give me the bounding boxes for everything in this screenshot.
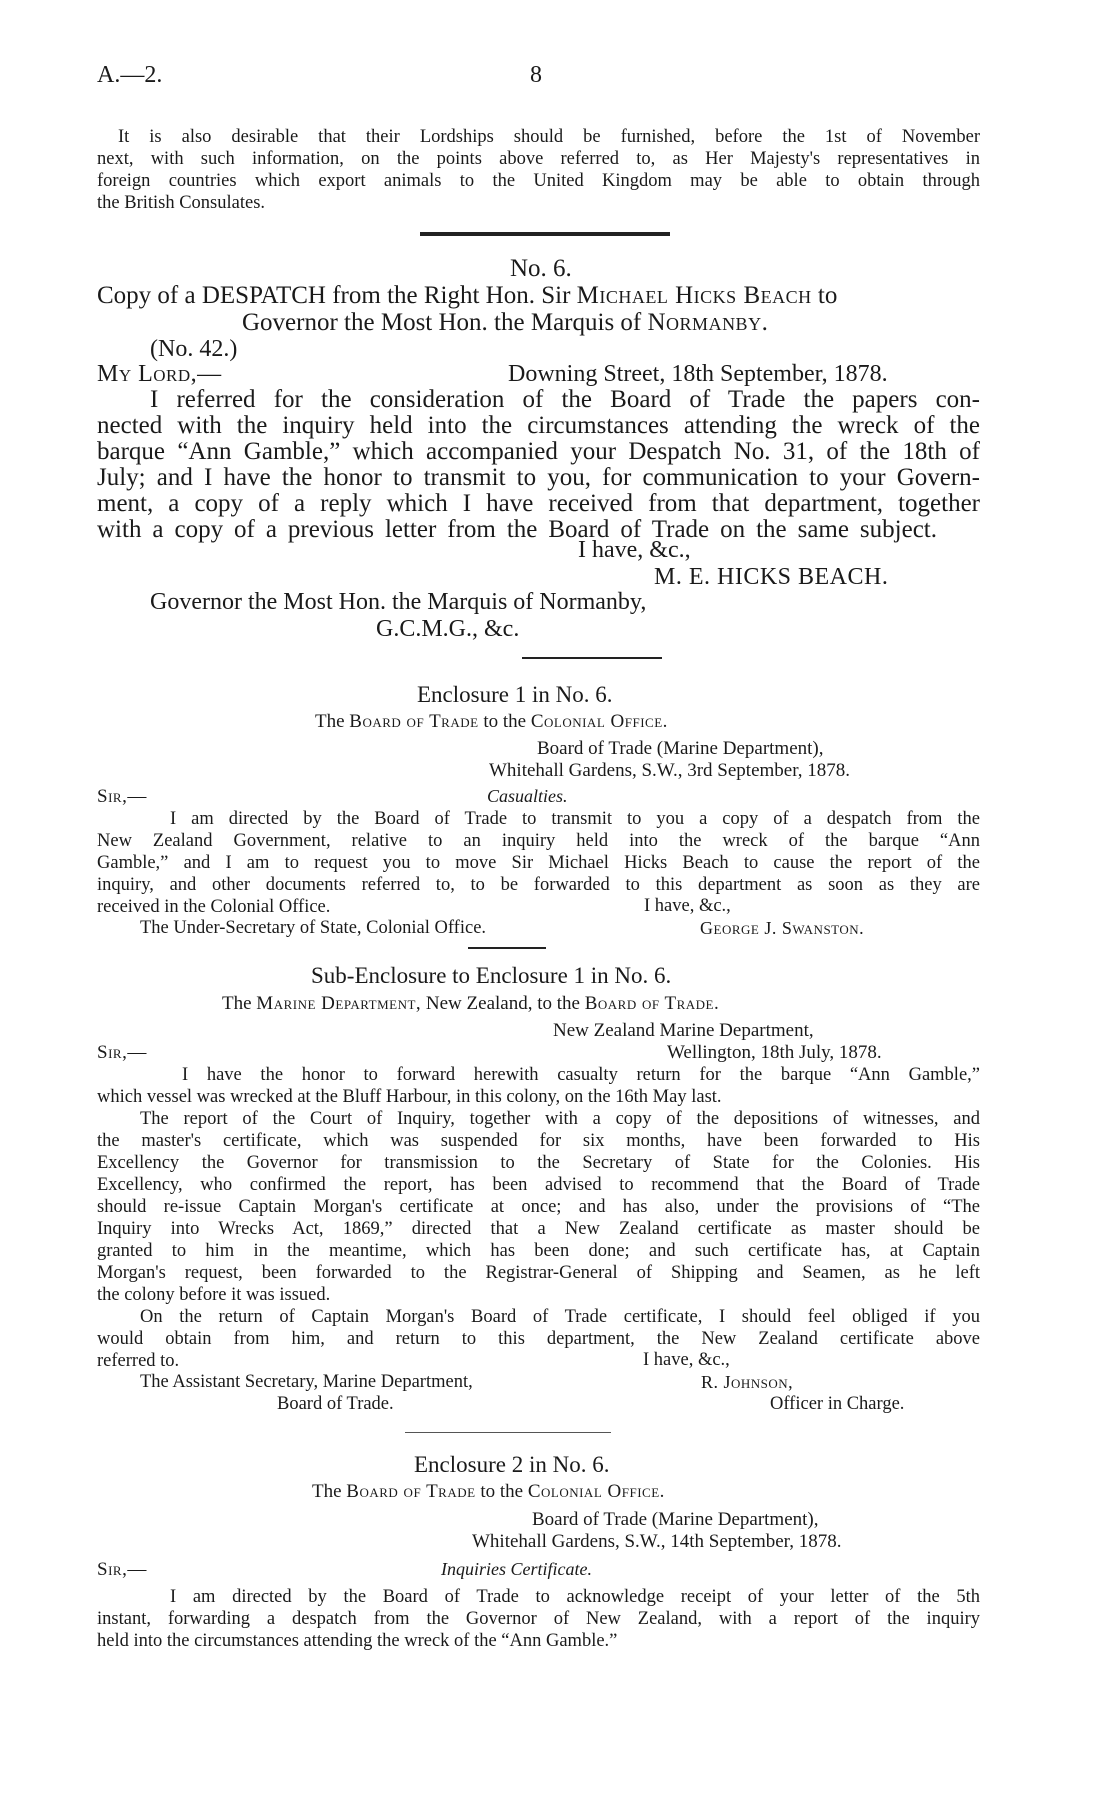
despatch-title2-pre: Governor the Most Hon. the Marquis of	[242, 309, 648, 336]
subenclosure-para3-line: On the return of Captain Morgan's Board of Trade certificate, I should feel obliged if you	[140, 1307, 980, 1327]
section-divider	[522, 657, 662, 659]
subenclosure-para2-line: the master's certificate, which was suspended for six months, have been forwarded to His	[97, 1131, 980, 1151]
enclosure1-address-line2: Whitehall Gardens, S.W., 3rd September, 1878.	[489, 760, 851, 781]
despatch-closing: I have, &c.,	[578, 537, 691, 563]
enc1-sub-pre: The	[315, 711, 350, 732]
page-ref: A.—2.	[97, 62, 163, 88]
enclosure1-addressee: The Under-Secretary of State, Colonial Office.	[140, 918, 487, 938]
enclosure1-salutation: Sir,—	[97, 786, 147, 807]
subenclosure-para2-line: granted to him in the meantime, which has been done; and such certificate has, at Captain	[97, 1241, 980, 1261]
despatch-addressee-line2: G.C.M.G., &c.	[376, 616, 520, 642]
enc2-sub-pre: The	[312, 1481, 347, 1502]
enclosure2-body-line: I am directed by the Board of Trade to acknowledge receipt of your letter of the 5th	[170, 1587, 980, 1607]
subenclosure-para1-line: which vessel was wrecked at the Bluff Harbour, in this colony, on the 16th May last.	[97, 1087, 722, 1107]
enc1-sender: Board of Trade	[349, 711, 479, 732]
despatch-number: No. 6.	[510, 255, 572, 282]
subenclosure-para2-line: Excellency, who confirmed the report, has been advised to recommend that the Board of Trade	[97, 1175, 980, 1195]
sub-sub-mid: New Zealand, to the	[421, 993, 585, 1014]
enc1-sub-mid: to the	[478, 711, 531, 732]
enc2-recipient: Colonial Office.	[527, 1481, 665, 1502]
despatch-sender: Michael Hicks Beach	[576, 282, 812, 309]
enclosure1-body-line: New Zealand Government, relative to an inquiry held into the wreck of the barque “Ann	[97, 831, 980, 851]
enclosure2-salutation: Sir,—	[97, 1559, 147, 1580]
despatch-title-line1	[97, 282, 837, 310]
despatch-addressee-line1: Governor the Most Hon. the Marquis of Normanby,	[150, 589, 647, 615]
section-divider	[420, 232, 670, 236]
subenclosure-addressee-line1: The Assistant Secretary, Marine Department,	[140, 1372, 473, 1392]
despatch-body-line: barque “Ann Gamble,” which accompanied your Despatch No. 31, of the 18th of	[97, 438, 980, 465]
enclosure1-subheading	[315, 711, 668, 733]
enc2-sub-mid: to the	[475, 1481, 528, 1502]
subenclosure-para2-line: Inquiry into Wrecks Act, 1869,” directed that a New Zealand certificate as master should be	[97, 1219, 980, 1239]
enclosure1-address-line1: Board of Trade (Marine Department),	[537, 738, 824, 759]
despatch-salutation: My Lord,—	[97, 361, 222, 387]
despatch-title-post: to	[811, 282, 838, 309]
subenclosure-heading: Sub-Enclosure to Enclosure 1 in No. 6.	[311, 963, 672, 988]
despatch-body-line: July; and I have the honor to transmit to you, for communication to your Govern-	[97, 464, 980, 491]
enc2-sender: Board of Trade	[346, 1481, 476, 1502]
enclosure1-signature: George J. Swanston.	[700, 918, 865, 938]
subenclosure-para2-line: Morgan's request, been forwarded to the Registrar-General of Shipping and Seamen, as he left	[97, 1263, 980, 1283]
enclosure2-address-line2: Whitehall Gardens, S.W., 14th September, 1878.	[472, 1531, 842, 1552]
sub-sub-pre: The	[222, 993, 257, 1014]
enclosure2-subheading	[312, 1481, 665, 1503]
subenclosure-signature: R. Johnson,	[701, 1372, 794, 1392]
subenclosure-para2-line: The report of the Court of Inquiry, together with a copy of the depositions of witnesses, and	[140, 1109, 980, 1129]
enc1-recipient: Colonial Office.	[530, 711, 668, 732]
despatch-place-date: Downing Street, 18th September, 1878.	[508, 361, 888, 387]
despatch-recipient: Normanby.	[647, 309, 769, 336]
despatch-body-line: nected with the inquiry held into the circumstances attending the wreck of the	[97, 412, 980, 439]
enclosure2-body-line: held into the circumstances attending the wreck of the “Ann Gamble.”	[97, 1631, 618, 1651]
despatch-title-pre: Copy of a DESPATCH from the Right Hon. Sir	[97, 282, 577, 309]
subenclosure-salutation: Sir,—	[97, 1042, 147, 1063]
despatch-signature: M. E. HICKS BEACH.	[654, 564, 889, 590]
section-divider	[468, 947, 546, 949]
subenclosure-addressee-line2: Board of Trade.	[277, 1394, 394, 1414]
intro-line: next, with such information, on the points above referred to, as Her Majesty's representatives in	[97, 149, 980, 169]
subenclosure-para2-line: Excellency the Governor for transmission to the Secretary of State for the Colonies. His	[97, 1153, 980, 1173]
enclosure1-closing: I have, &c.,	[644, 896, 731, 916]
enclosure1-body-line: received in the Colonial Office.	[97, 897, 331, 917]
enclosure2-heading: Enclosure 2 in No. 6.	[414, 1452, 610, 1477]
section-divider	[405, 1432, 611, 1433]
despatch-ref-no: (No. 42.)	[150, 336, 238, 362]
subenclosure-para1-line: I have the honor to forward herewith casualty return for the barque “Ann Gamble,”	[182, 1065, 980, 1085]
subenclosure-subheading	[222, 993, 719, 1015]
enclosure1-body-line: Gamble,” and I am to request you to move Sir Michael Hicks Beach to cause the report of the	[97, 853, 980, 873]
subenclosure-address-line2: Wellington, 18th July, 1878.	[667, 1042, 882, 1063]
enclosure2-subject: Inquiries Certificate.	[441, 1559, 592, 1579]
sub-recipient: Board of Trade.	[584, 993, 720, 1014]
subenclosure-signature-title: Officer in Charge.	[770, 1394, 905, 1414]
enclosure1-body-line: inquiry, and other documents referred to, to be forwarded to this department as soon as they are	[97, 875, 980, 895]
subenclosure-para2-line: should re-issue Captain Morgan's certificate at once; and has also, under the provisions of “The	[97, 1197, 980, 1217]
intro-line: It is also desirable that their Lordships should be furnished, before the 1st of November	[118, 127, 980, 147]
page-number: 8	[530, 62, 542, 88]
despatch-body-line: ment, a copy of a reply which I have received from that department, together	[97, 490, 980, 517]
subenclosure-para3-line: would obtain from him, and return to this department, the New Zealand certificate above	[97, 1329, 980, 1349]
despatch-body-line: I referred for the consideration of the Board of Trade the papers con-	[150, 386, 980, 413]
despatch-body-line: with a copy of a previous letter from the Board of Trade on the same subject.	[97, 516, 937, 543]
subenclosure-para3-line: referred to.	[97, 1351, 180, 1371]
enclosure1-subject: Casualties.	[487, 786, 568, 806]
enclosure2-body-line: instant, forwarding a despatch from the Governor of New Zealand, with a report of the inquiry	[97, 1609, 980, 1629]
intro-line: foreign countries which export animals to the United Kingdom may be able to obtain through	[97, 171, 980, 191]
enclosure1-heading: Enclosure 1 in No. 6.	[417, 682, 613, 707]
enclosure1-body-line: I am directed by the Board of Trade to transmit to you a copy of a despatch from the	[170, 809, 980, 829]
enclosure2-address-line1: Board of Trade (Marine Department),	[532, 1509, 819, 1530]
subenclosure-address-line1: New Zealand Marine Department,	[553, 1020, 814, 1041]
subenclosure-para2-line: the colony before it was issued.	[97, 1285, 331, 1305]
despatch-title-line2	[242, 309, 768, 337]
intro-line: the British Consulates.	[97, 193, 266, 213]
sub-sender: Marine Department,	[256, 993, 422, 1014]
subenclosure-closing: I have, &c.,	[643, 1350, 730, 1370]
